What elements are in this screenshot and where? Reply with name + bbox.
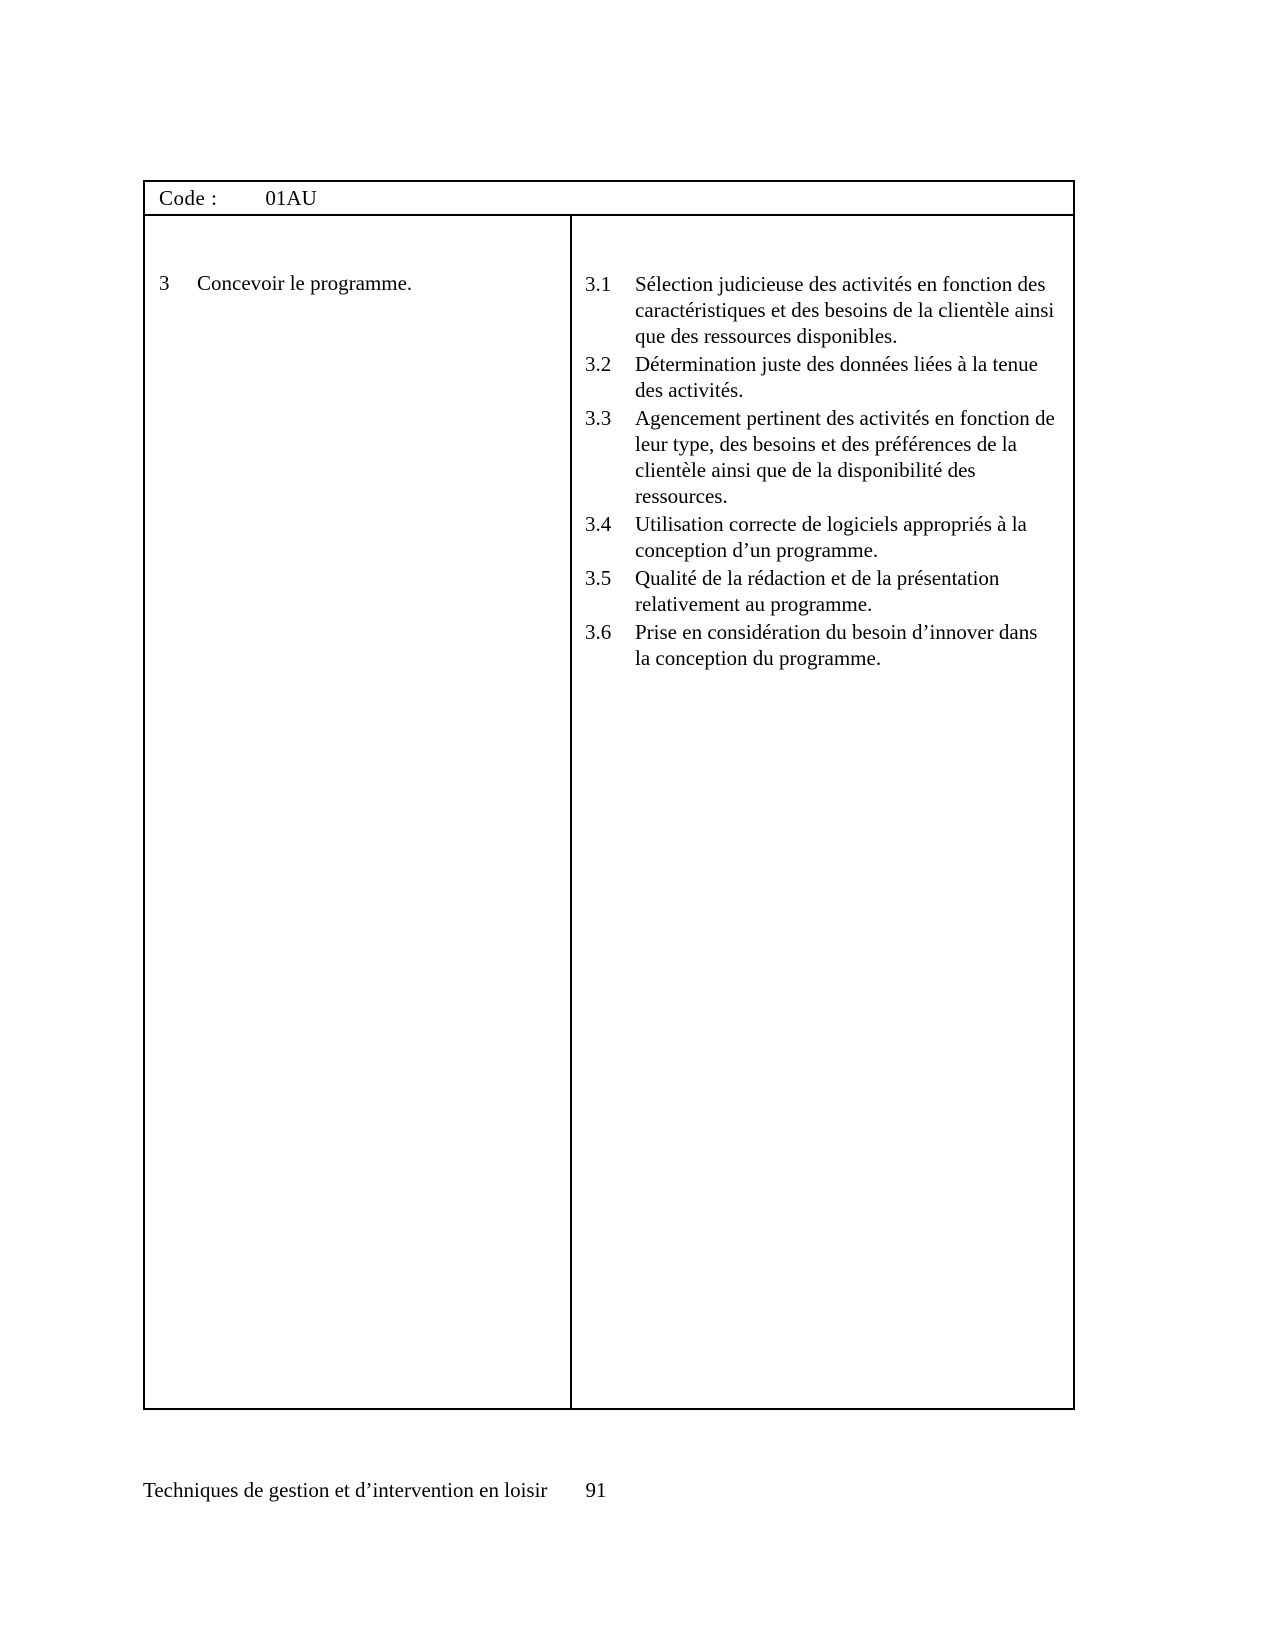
criterion-item xyxy=(585,271,1057,349)
criterion-number: 3.6 xyxy=(585,620,612,644)
footer-title: Techniques de gestion et d’intervention en loisir xyxy=(143,1478,548,1502)
objective-text: Concevoir le programme. xyxy=(197,271,413,295)
criterion-text: Utilisation correcte de logiciels appropriés à la conception d’un programme. xyxy=(635,512,1027,562)
criterion-item xyxy=(585,565,1057,617)
criterion-item xyxy=(585,405,1057,509)
criterion-text: Sélection judicieuse des activités en fonction des caractéristiques et des besoins de la clientèle ainsi que des ressources disponibles. xyxy=(635,272,1055,348)
table-body-row xyxy=(145,216,1073,1410)
criterion-text: Agencement pertinent des activités en fonction de leur type, des besoins et des préférences de la clientèle ainsi que de la disponibilité des ressources. xyxy=(635,406,1055,508)
code-label: Code : xyxy=(159,185,218,210)
criterion-item xyxy=(585,619,1057,671)
criteria-cell xyxy=(572,216,1073,1410)
criterion-number: 3.2 xyxy=(585,352,612,376)
criterion-item xyxy=(585,511,1057,563)
footer-page-number: 91 xyxy=(585,1478,607,1502)
criterion-number: 3.1 xyxy=(585,272,612,296)
criterion-text: Qualité de la rédaction et de la présentation relativement au programme. xyxy=(635,566,1000,616)
code-value: 01AU xyxy=(265,185,317,210)
objective-item xyxy=(159,271,556,296)
code-header-row xyxy=(145,182,1073,216)
objective-number: 3 xyxy=(159,271,170,295)
criterion-number: 3.5 xyxy=(585,566,612,590)
competency-table xyxy=(143,180,1075,1410)
objective-cell xyxy=(145,216,572,1410)
page-footer xyxy=(143,1478,1075,1503)
criterion-number: 3.3 xyxy=(585,406,612,430)
criterion-item xyxy=(585,351,1057,403)
criterion-text: Prise en considération du besoin d’innover dans la conception du programme. xyxy=(635,620,1038,670)
criterion-number: 3.4 xyxy=(585,512,612,536)
criterion-text: Détermination juste des données liées à la tenue des activités. xyxy=(635,352,1038,402)
